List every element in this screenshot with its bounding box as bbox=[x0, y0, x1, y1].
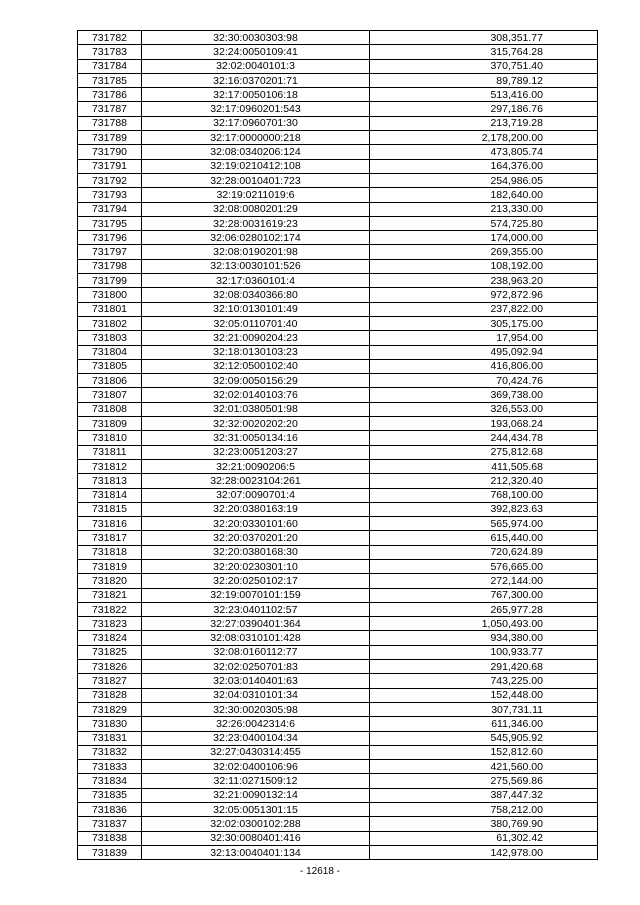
row-number-cell: 731784 bbox=[78, 59, 142, 73]
amount-cell: 315,764.28 bbox=[370, 45, 598, 59]
amount-cell: 576,665.00 bbox=[370, 559, 598, 573]
cadastral-number-cell: 32:23:0051203:27 bbox=[142, 445, 370, 459]
table-row bbox=[78, 288, 598, 302]
cadastral-number-cell: 32:06:0280102:174 bbox=[142, 231, 370, 245]
cadastral-number-cell: 32:30:0080401:416 bbox=[142, 831, 370, 845]
row-number-cell: 731786 bbox=[78, 88, 142, 102]
table-row bbox=[78, 574, 598, 588]
cadastral-number-cell: 32:03:0140401:63 bbox=[142, 674, 370, 688]
cadastral-number-cell: 32:10:0130101:49 bbox=[142, 302, 370, 316]
amount-cell: 275,569.86 bbox=[370, 774, 598, 788]
row-number-cell: 731812 bbox=[78, 459, 142, 473]
row-number-cell: 731783 bbox=[78, 45, 142, 59]
row-number-cell: 731806 bbox=[78, 374, 142, 388]
row-number-cell: 731839 bbox=[78, 845, 142, 859]
cadastral-number-cell: 32:02:0040101:3 bbox=[142, 59, 370, 73]
cadastral-number-cell: 32:05:0110701:40 bbox=[142, 316, 370, 330]
table-row bbox=[78, 731, 598, 745]
table-row bbox=[78, 388, 598, 402]
amount-cell: 934,380.00 bbox=[370, 631, 598, 645]
cadastral-number-cell: 32:02:0300102:288 bbox=[142, 817, 370, 831]
cadastral-number-cell: 32:16:0370201:71 bbox=[142, 73, 370, 87]
table-row bbox=[78, 131, 598, 145]
row-number-cell: 731800 bbox=[78, 288, 142, 302]
cadastral-number-cell: 32:23:0401102:57 bbox=[142, 602, 370, 616]
table-row bbox=[78, 817, 598, 831]
amount-cell: 70,424.76 bbox=[370, 374, 598, 388]
amount-cell: 1,050,493.00 bbox=[370, 617, 598, 631]
row-number-cell: 731833 bbox=[78, 760, 142, 774]
table-row bbox=[78, 245, 598, 259]
table-row bbox=[78, 102, 598, 116]
cadastral-number-cell: 32:17:0960701:30 bbox=[142, 116, 370, 130]
amount-cell: 611,346.00 bbox=[370, 717, 598, 731]
cadastral-number-cell: 32:24:0050109:41 bbox=[142, 45, 370, 59]
table-row bbox=[78, 445, 598, 459]
table-row bbox=[78, 588, 598, 602]
row-number-cell: 731816 bbox=[78, 517, 142, 531]
amount-cell: 174,000.00 bbox=[370, 231, 598, 245]
amount-cell: 152,448.00 bbox=[370, 688, 598, 702]
amount-cell: 164,376.00 bbox=[370, 159, 598, 173]
cadastral-number-cell: 32:02:0400106:96 bbox=[142, 760, 370, 774]
cadastral-number-cell: 32:32:0020202:20 bbox=[142, 417, 370, 431]
cadastral-number-cell: 32:13:0030101:526 bbox=[142, 259, 370, 273]
row-number-cell: 731813 bbox=[78, 474, 142, 488]
table-row bbox=[78, 59, 598, 73]
cadastral-number-cell: 32:09:0050156:29 bbox=[142, 374, 370, 388]
table-row bbox=[78, 788, 598, 802]
amount-cell: 61,302.42 bbox=[370, 831, 598, 845]
amount-cell: 369,738.00 bbox=[370, 388, 598, 402]
table-row bbox=[78, 745, 598, 759]
table-row bbox=[78, 45, 598, 59]
amount-cell: 565,974.00 bbox=[370, 517, 598, 531]
table-row bbox=[78, 259, 598, 273]
cadastral-number-cell: 32:08:0160112:77 bbox=[142, 645, 370, 659]
amount-cell: 495,092.94 bbox=[370, 345, 598, 359]
row-number-cell: 731801 bbox=[78, 302, 142, 316]
cadastral-number-cell: 32:04:0310101:34 bbox=[142, 688, 370, 702]
table-row bbox=[78, 316, 598, 330]
row-number-cell: 731809 bbox=[78, 417, 142, 431]
row-number-cell: 731824 bbox=[78, 631, 142, 645]
cadastral-number-cell: 32:01:0380501:98 bbox=[142, 402, 370, 416]
row-number-cell: 731819 bbox=[78, 559, 142, 573]
table-row bbox=[78, 402, 598, 416]
table-row bbox=[78, 674, 598, 688]
cadastral-number-cell: 32:28:0031619:23 bbox=[142, 216, 370, 230]
amount-cell: 767,300.00 bbox=[370, 588, 598, 602]
cadastral-number-cell: 32:30:0030303:98 bbox=[142, 31, 370, 45]
amount-cell: 265,977.28 bbox=[370, 602, 598, 616]
amount-cell: 182,640.00 bbox=[370, 188, 598, 202]
amount-cell: 254,986.05 bbox=[370, 173, 598, 187]
row-number-cell: 731797 bbox=[78, 245, 142, 259]
table-row bbox=[78, 374, 598, 388]
row-number-cell: 731788 bbox=[78, 116, 142, 130]
table-row bbox=[78, 517, 598, 531]
amount-cell: 17,954.00 bbox=[370, 331, 598, 345]
amount-cell: 193,068.24 bbox=[370, 417, 598, 431]
cadastral-number-cell: 32:19:0070101:159 bbox=[142, 588, 370, 602]
table-row bbox=[78, 188, 598, 202]
table-row bbox=[78, 645, 598, 659]
cadastral-number-cell: 32:28:0010401:723 bbox=[142, 173, 370, 187]
table-row bbox=[78, 559, 598, 573]
cadastral-number-cell: 32:21:0090132:14 bbox=[142, 788, 370, 802]
cadastral-number-cell: 32:17:0960201:543 bbox=[142, 102, 370, 116]
cadastral-number-cell: 32:20:0250102:17 bbox=[142, 574, 370, 588]
row-number-cell: 731826 bbox=[78, 660, 142, 674]
cadastral-number-cell: 32:20:0370201:20 bbox=[142, 531, 370, 545]
row-number-cell: 731811 bbox=[78, 445, 142, 459]
cadastral-number-cell: 32:08:0190201:98 bbox=[142, 245, 370, 259]
cadastral-number-cell: 32:19:0210412:108 bbox=[142, 159, 370, 173]
row-number-cell: 731802 bbox=[78, 316, 142, 330]
table-row bbox=[78, 417, 598, 431]
cadastral-number-cell: 32:30:0020305:98 bbox=[142, 702, 370, 716]
row-number-cell: 731782 bbox=[78, 31, 142, 45]
amount-cell: 421,560.00 bbox=[370, 760, 598, 774]
table-row bbox=[78, 202, 598, 216]
cadastral-number-cell: 32:19:0211019:6 bbox=[142, 188, 370, 202]
amount-cell: 237,822.00 bbox=[370, 302, 598, 316]
table-row bbox=[78, 31, 598, 45]
amount-cell: 513,416.00 bbox=[370, 88, 598, 102]
row-number-cell: 731828 bbox=[78, 688, 142, 702]
amount-cell: 387,447.32 bbox=[370, 788, 598, 802]
table-row bbox=[78, 331, 598, 345]
amount-cell: 142,978.00 bbox=[370, 845, 598, 859]
row-number-cell: 731817 bbox=[78, 531, 142, 545]
cadastral-number-cell: 32:08:0080201:29 bbox=[142, 202, 370, 216]
table-row bbox=[78, 803, 598, 817]
table-row bbox=[78, 159, 598, 173]
amount-cell: 545,905.92 bbox=[370, 731, 598, 745]
cadastral-number-cell: 32:27:0430314:455 bbox=[142, 745, 370, 759]
row-number-cell: 731820 bbox=[78, 574, 142, 588]
amount-cell: 308,351.77 bbox=[370, 31, 598, 45]
amount-cell: 326,553.00 bbox=[370, 402, 598, 416]
row-number-cell: 731836 bbox=[78, 803, 142, 817]
amount-cell: 212,320.40 bbox=[370, 474, 598, 488]
row-number-cell: 731790 bbox=[78, 145, 142, 159]
row-number-cell: 731795 bbox=[78, 216, 142, 230]
table-row bbox=[78, 531, 598, 545]
amount-cell: 89,789.12 bbox=[370, 73, 598, 87]
amount-cell: 307,731.11 bbox=[370, 702, 598, 716]
amount-cell: 275,812.68 bbox=[370, 445, 598, 459]
table-row bbox=[78, 173, 598, 187]
amount-cell: 411,505.68 bbox=[370, 459, 598, 473]
table-row bbox=[78, 274, 598, 288]
cadastral-number-cell: 32:02:0140103:76 bbox=[142, 388, 370, 402]
cadastral-number-cell: 32:11:0271509:12 bbox=[142, 774, 370, 788]
cadastral-number-cell: 32:20:0230301:10 bbox=[142, 559, 370, 573]
amount-cell: 108,192.00 bbox=[370, 259, 598, 273]
row-number-cell: 731789 bbox=[78, 131, 142, 145]
amount-cell: 720,624.89 bbox=[370, 545, 598, 559]
cadastral-number-cell: 32:26:0042314:6 bbox=[142, 717, 370, 731]
table-row bbox=[78, 302, 598, 316]
row-number-cell: 731815 bbox=[78, 502, 142, 516]
table-row bbox=[78, 359, 598, 373]
amount-cell: 615,440.00 bbox=[370, 531, 598, 545]
row-number-cell: 731796 bbox=[78, 231, 142, 245]
table-row bbox=[78, 216, 598, 230]
row-number-cell: 731799 bbox=[78, 274, 142, 288]
amount-cell: 473,805.74 bbox=[370, 145, 598, 159]
data-table bbox=[77, 30, 598, 860]
row-number-cell: 731785 bbox=[78, 73, 142, 87]
row-number-cell: 731807 bbox=[78, 388, 142, 402]
table-row bbox=[78, 545, 598, 559]
amount-cell: 269,355.00 bbox=[370, 245, 598, 259]
table-row bbox=[78, 660, 598, 674]
cadastral-number-cell: 32:17:0000000:218 bbox=[142, 131, 370, 145]
amount-cell: 392,823.63 bbox=[370, 502, 598, 516]
row-number-cell: 731822 bbox=[78, 602, 142, 616]
row-number-cell: 731835 bbox=[78, 788, 142, 802]
table-row bbox=[78, 831, 598, 845]
table-row bbox=[78, 760, 598, 774]
cadastral-number-cell: 32:05:0051301:15 bbox=[142, 803, 370, 817]
cadastral-number-cell: 32:12:0500102:40 bbox=[142, 359, 370, 373]
row-number-cell: 731827 bbox=[78, 674, 142, 688]
table-row bbox=[78, 431, 598, 445]
row-number-cell: 731792 bbox=[78, 173, 142, 187]
table-row bbox=[78, 145, 598, 159]
table-row bbox=[78, 717, 598, 731]
row-number-cell: 731818 bbox=[78, 545, 142, 559]
table-row bbox=[78, 845, 598, 859]
cadastral-number-cell: 32:20:0380168:30 bbox=[142, 545, 370, 559]
amount-cell: 2,178,200.00 bbox=[370, 131, 598, 145]
row-number-cell: 731787 bbox=[78, 102, 142, 116]
amount-cell: 272,144.00 bbox=[370, 574, 598, 588]
table-row bbox=[78, 88, 598, 102]
amount-cell: 152,812.60 bbox=[370, 745, 598, 759]
table-body bbox=[78, 31, 598, 860]
amount-cell: 972,872.96 bbox=[370, 288, 598, 302]
cadastral-number-cell: 32:20:0380163:19 bbox=[142, 502, 370, 516]
table-row bbox=[78, 602, 598, 616]
table-row bbox=[78, 502, 598, 516]
amount-cell: 305,175.00 bbox=[370, 316, 598, 330]
row-number-cell: 731798 bbox=[78, 259, 142, 273]
amount-cell: 416,806.00 bbox=[370, 359, 598, 373]
row-number-cell: 731814 bbox=[78, 488, 142, 502]
row-number-cell: 731838 bbox=[78, 831, 142, 845]
row-number-cell: 731804 bbox=[78, 345, 142, 359]
row-number-cell: 731805 bbox=[78, 359, 142, 373]
amount-cell: 291,420.68 bbox=[370, 660, 598, 674]
row-number-cell: 731810 bbox=[78, 431, 142, 445]
amount-cell: 574,725.80 bbox=[370, 216, 598, 230]
table-row bbox=[78, 474, 598, 488]
row-number-cell: 731831 bbox=[78, 731, 142, 745]
cadastral-number-cell: 32:27:0390401:364 bbox=[142, 617, 370, 631]
row-number-cell: 731832 bbox=[78, 745, 142, 759]
row-number-cell: 731837 bbox=[78, 817, 142, 831]
row-number-cell: 731794 bbox=[78, 202, 142, 216]
cadastral-number-cell: 32:21:0090206:5 bbox=[142, 459, 370, 473]
table-row bbox=[78, 688, 598, 702]
amount-cell: 370,751.40 bbox=[370, 59, 598, 73]
row-number-cell: 731791 bbox=[78, 159, 142, 173]
page-number: - 12618 - bbox=[299, 866, 341, 877]
amount-cell: 743,225.00 bbox=[370, 674, 598, 688]
amount-cell: 238,963.20 bbox=[370, 274, 598, 288]
cadastral-number-cell: 32:18:0130103:23 bbox=[142, 345, 370, 359]
table-row bbox=[78, 702, 598, 716]
row-number-cell: 731808 bbox=[78, 402, 142, 416]
amount-cell: 100,933.77 bbox=[370, 645, 598, 659]
amount-cell: 758,212.00 bbox=[370, 803, 598, 817]
cadastral-number-cell: 32:13:0040401:134 bbox=[142, 845, 370, 859]
table-row bbox=[78, 631, 598, 645]
cadastral-number-cell: 32:31:0050134:16 bbox=[142, 431, 370, 445]
amount-cell: 244,434.78 bbox=[370, 431, 598, 445]
row-number-cell: 731834 bbox=[78, 774, 142, 788]
amount-cell: 213,719.28 bbox=[370, 116, 598, 130]
table-row bbox=[78, 116, 598, 130]
amount-cell: 380,769.90 bbox=[370, 817, 598, 831]
cadastral-number-cell: 32:02:0250701:83 bbox=[142, 660, 370, 674]
cadastral-number-cell: 32:23:0400104:34 bbox=[142, 731, 370, 745]
row-number-cell: 731803 bbox=[78, 331, 142, 345]
row-number-cell: 731829 bbox=[78, 702, 142, 716]
row-number-cell: 731825 bbox=[78, 645, 142, 659]
row-number-cell: 731821 bbox=[78, 588, 142, 602]
table-row bbox=[78, 73, 598, 87]
cadastral-number-cell: 32:28:0023104:261 bbox=[142, 474, 370, 488]
row-number-cell: 731793 bbox=[78, 188, 142, 202]
cadastral-number-cell: 32:17:0050106:18 bbox=[142, 88, 370, 102]
cadastral-number-cell: 32:20:0330101:60 bbox=[142, 517, 370, 531]
table-row bbox=[78, 231, 598, 245]
table-row bbox=[78, 617, 598, 631]
cadastral-number-cell: 32:08:0340366:80 bbox=[142, 288, 370, 302]
row-number-cell: 731823 bbox=[78, 617, 142, 631]
cadastral-number-cell: 32:08:0340206:124 bbox=[142, 145, 370, 159]
row-number-cell: 731830 bbox=[78, 717, 142, 731]
table-row bbox=[78, 488, 598, 502]
table-row bbox=[78, 774, 598, 788]
amount-cell: 297,186.76 bbox=[370, 102, 598, 116]
amount-cell: 768,100.00 bbox=[370, 488, 598, 502]
cadastral-number-cell: 32:08:0310101:428 bbox=[142, 631, 370, 645]
table-row bbox=[78, 345, 598, 359]
cadastral-number-cell: 32:17:0360101:4 bbox=[142, 274, 370, 288]
table-row bbox=[78, 459, 598, 473]
cadastral-number-cell: 32:07:0090701:4 bbox=[142, 488, 370, 502]
amount-cell: 213,330.00 bbox=[370, 202, 598, 216]
cadastral-number-cell: 32:21:0090204:23 bbox=[142, 331, 370, 345]
